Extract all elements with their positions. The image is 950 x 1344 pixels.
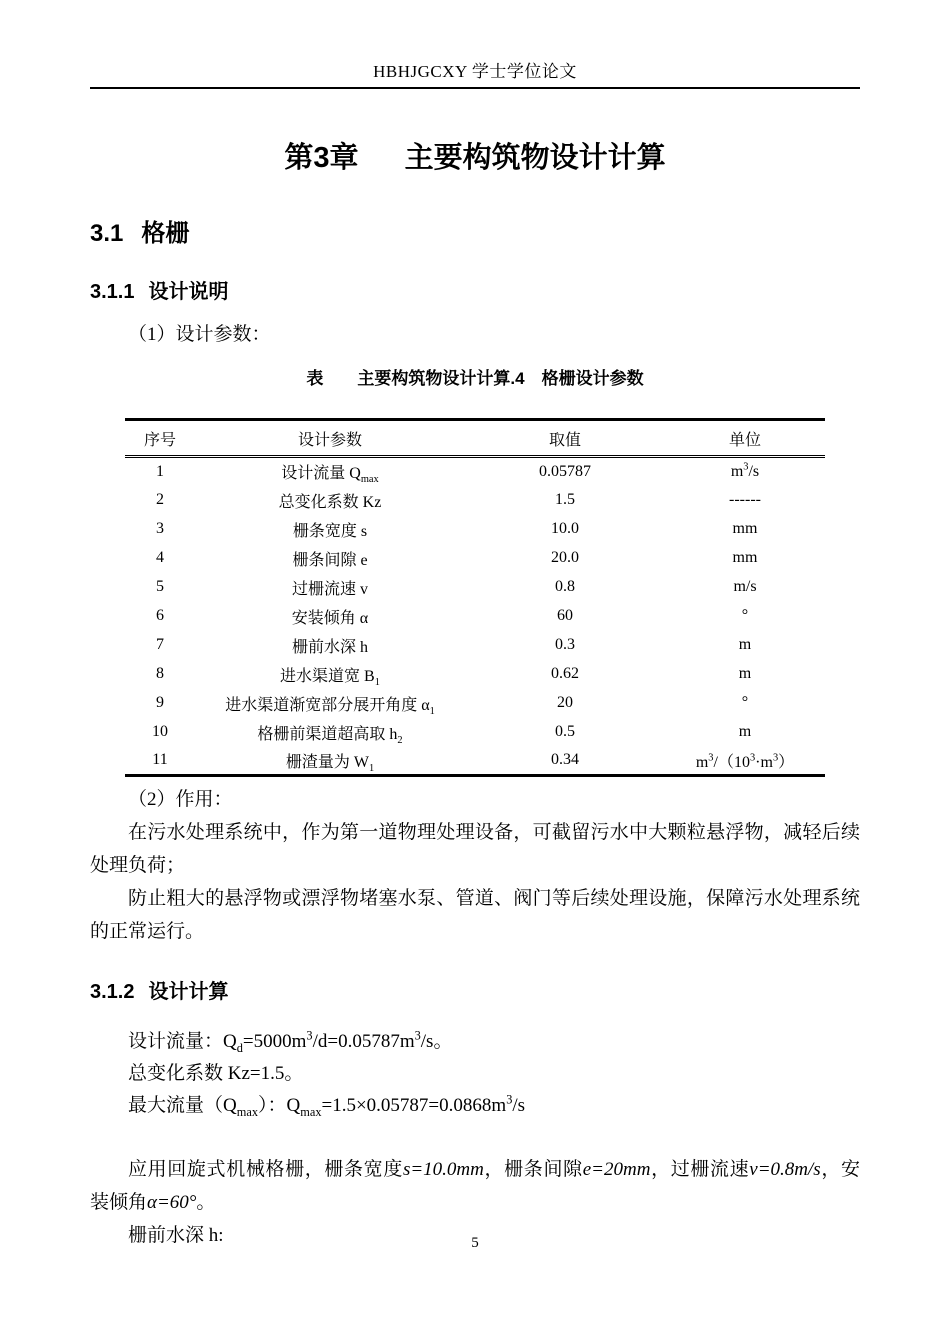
cell-unit: mm [732, 520, 758, 537]
table-row [125, 573, 825, 602]
cell-index: 6 [156, 607, 164, 624]
cell-index: 1 [156, 462, 164, 480]
cell-value: 20 [557, 694, 573, 711]
table-row [125, 718, 825, 747]
cell-value: 1.5 [555, 491, 575, 508]
column-header-unit: 单位 [728, 431, 761, 449]
water-depth-line: 栅前水深 h: [128, 1225, 224, 1246]
cell-index: 10 [152, 723, 168, 740]
running-header-text: HBHJGCXY 学士学位论文 [373, 62, 577, 81]
page-number: 5 [471, 1235, 479, 1251]
section-title-text: 格栅 [141, 220, 190, 247]
function-paragraph-2: 防止粗大的悬浮物或漂浮物堵塞水泵、管道、阀门等后续处理设施，保障污水处理系统的正常运行。 [90, 888, 860, 942]
function-paragraph-1: 在污水处理系统中，作为第一道物理处理设备，可截留污水中大颗粒悬浮物，减轻后续处理负荷； [90, 822, 860, 876]
cell-unit: ° [741, 694, 749, 711]
chapter-title [90, 135, 860, 176]
section-heading-3-1-1 [90, 275, 860, 304]
cell-unit: mm [732, 549, 758, 566]
function-label: （2）作用： [128, 789, 233, 810]
cell-value: 20.0 [551, 549, 579, 566]
cell-unit: $m^3/s$ [730, 461, 760, 480]
table-row [125, 602, 825, 631]
cell-value: 0.8 [555, 578, 575, 595]
column-header-index: 序号 [143, 431, 176, 449]
cell-parameter: 栅前水深 h [291, 638, 368, 656]
design-params-label: （1）设计参数： [128, 324, 271, 345]
cell-index: 3 [156, 520, 164, 537]
table-caption: 表 主要构筑物设计计算.4 格栅设计参数 [306, 369, 644, 388]
cell-index: 2 [156, 491, 164, 508]
cell-index: 5 [156, 578, 164, 595]
table-row [125, 631, 825, 660]
cell-parameter: 栅条间隙 e [292, 551, 368, 569]
cell-parameter: 栅条宽度 s [292, 522, 368, 540]
cell-value: 0.62 [551, 665, 579, 682]
max-flow-line: 最大流量$(Q_{max})$：$Q_{max}=1.5\times 0.05787=0.0868m^3/s$ [128, 1092, 526, 1119]
section-number: 3.1 [90, 220, 124, 247]
cell-parameter: 过栅流速 v [291, 580, 368, 598]
table-row [125, 457, 825, 486]
cell-parameter: 进水渠道宽 $B_1$ [280, 667, 380, 688]
cell-unit: ° [741, 607, 749, 624]
cell-index: 4 [156, 549, 164, 566]
variation-coefficient-line: 总变化系数 Kz=1.5。 [128, 1063, 304, 1084]
table-row [125, 544, 825, 573]
section-title-text: 设计计算 [148, 981, 229, 1003]
cell-parameter: 设计流量 $Q_{max}$ [281, 465, 379, 486]
table-row [125, 660, 825, 689]
cell-index: 11 [152, 751, 168, 769]
table-row [125, 486, 825, 515]
table-header [125, 420, 825, 457]
cell-parameter: 安装倾角 α [291, 609, 369, 627]
cell-value: 10.0 [551, 520, 579, 537]
cell-index: 7 [156, 636, 164, 653]
section-heading-3-1-2 [90, 975, 860, 1004]
cell-value: 60 [557, 607, 573, 624]
cell-unit: m [738, 665, 752, 682]
cell-unit: m [738, 636, 752, 653]
section-title-text: 设计说明 [148, 281, 229, 303]
page-content [0, 135, 950, 1252]
grille-parameters-table [125, 418, 825, 777]
section-number: 3.1.2 [90, 981, 135, 1003]
cell-value: 0.34 [551, 751, 579, 769]
column-header-value: 取值 [548, 431, 581, 449]
cell-index: 9 [156, 694, 164, 711]
chapter-number: 第3章 [284, 142, 359, 174]
table-row [125, 689, 825, 718]
cell-value: 0.05787 [539, 462, 591, 480]
table-header-row [125, 420, 825, 457]
table-body [125, 457, 825, 776]
cell-parameter: 进水渠道渐宽部分展开角度 $\alpha_1$ [225, 696, 435, 717]
cell-unit: m [738, 723, 752, 740]
cell-unit: $m^3/(10^3\cdot m^3)$ [695, 752, 795, 771]
mechanical-grille-paragraph: 应用回旋式机械格栅，栅条宽度s=10.0mm，栅条间隙e=20mm，过栅流速v=0.8m/s，安装倾角α=60°。 [90, 1159, 860, 1213]
table-row [125, 515, 825, 544]
column-header-parameter: 设计参数 [297, 431, 362, 449]
cell-parameter: 总变化系数 Kz [278, 493, 382, 511]
cell-index: 8 [156, 665, 164, 682]
section-heading-3-1 [90, 213, 860, 248]
design-flow-line: 设计流量：$Q_d=5000m^3/d=0.05787m^3/s$。 [128, 1028, 453, 1055]
cell-value: 0.5 [555, 723, 575, 740]
section-number: 3.1.1 [90, 281, 135, 303]
cell-parameter: 格栅前渠道超高取 $h_2$ [257, 725, 403, 746]
chapter-title-text: 主要构筑物设计计算 [404, 142, 666, 174]
cell-value: 0.3 [555, 636, 575, 653]
cell-unit: ------ [729, 491, 761, 508]
table-row [125, 747, 825, 776]
cell-unit: m/s [733, 578, 757, 595]
cell-parameter: 栅渣量为 $W_1$ [285, 753, 375, 774]
calculation-block [90, 1026, 860, 1122]
running-header [90, 0, 860, 89]
